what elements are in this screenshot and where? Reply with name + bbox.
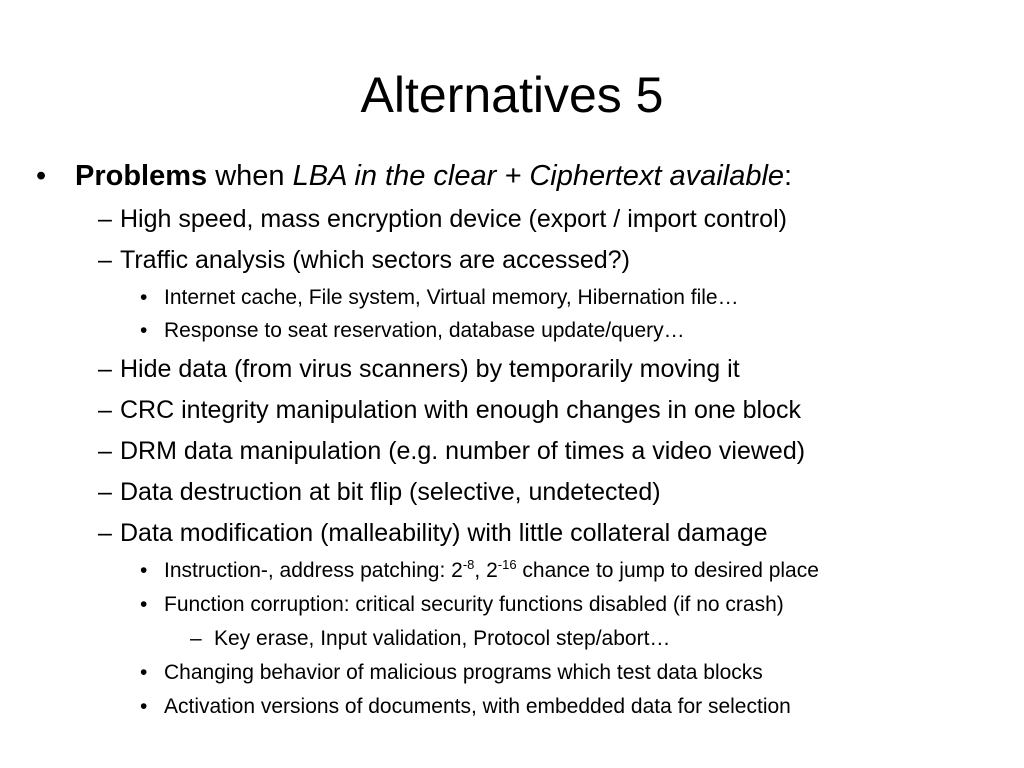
list-item: Hide data (from virus scanners) by temporarily moving it	[120, 355, 740, 383]
when-text: when	[207, 160, 293, 192]
list-item: DRM data manipulation (e.g. number of times a video viewed)	[120, 437, 806, 465]
list-item: Changing behavior of malicious programs which test data blocks	[164, 661, 763, 684]
list-item: Traffic analysis (which sectors are accessed?)	[120, 246, 630, 274]
list-item: Key erase, Input validation, Protocol step/abort…	[214, 627, 671, 650]
dash-marker: –	[98, 478, 112, 506]
bullet-marker: •	[140, 593, 148, 616]
bullet-marker: •	[140, 559, 148, 582]
colon-text: :	[784, 160, 793, 192]
list-item: Function corruption: critical security functions disabled (if no crash)	[164, 593, 784, 616]
intro-bullet	[75, 158, 792, 194]
list-item: Activation versions of documents, with embedded data for selection	[164, 695, 791, 718]
bullet-marker: •	[140, 319, 148, 342]
condition-text: LBA in the clear + Ciphertext available	[292, 160, 785, 192]
list-item: Data destruction at bit flip (selective, undetected)	[120, 478, 661, 506]
dash-marker: –	[98, 396, 112, 424]
dash-marker: –	[98, 355, 112, 383]
patching-item	[164, 558, 819, 584]
patching-comma: , 2	[474, 559, 498, 582]
patching-suffix: chance to jump to desired place	[516, 559, 819, 582]
dash-marker: –	[98, 519, 112, 547]
list-item: CRC integrity manipulation with enough changes in one block	[120, 396, 801, 424]
dash-marker: –	[98, 205, 112, 233]
bullet-marker: •	[140, 286, 148, 309]
bullet-marker: •	[36, 160, 47, 192]
dash-marker: –	[190, 627, 202, 650]
list-item: Response to seat reservation, database update/query…	[164, 319, 685, 342]
list-item: Data modification (malleability) with little collateral damage	[120, 519, 768, 547]
list-item: High speed, mass encryption device (export / import control)	[120, 205, 787, 233]
dash-marker: –	[98, 246, 112, 274]
exponent-16: -16	[497, 557, 517, 572]
list-item: Internet cache, File system, Virtual memory, Hibernation file…	[164, 286, 739, 309]
exponent-8: -8	[462, 557, 475, 572]
problems-label: Problems	[75, 160, 208, 192]
bullet-marker: •	[140, 661, 148, 684]
patching-prefix: Instruction-, address patching: 2	[164, 559, 463, 582]
bullet-marker: •	[140, 695, 148, 718]
slide-title: Alternatives 5	[360, 67, 664, 123]
dash-marker: –	[98, 437, 112, 465]
